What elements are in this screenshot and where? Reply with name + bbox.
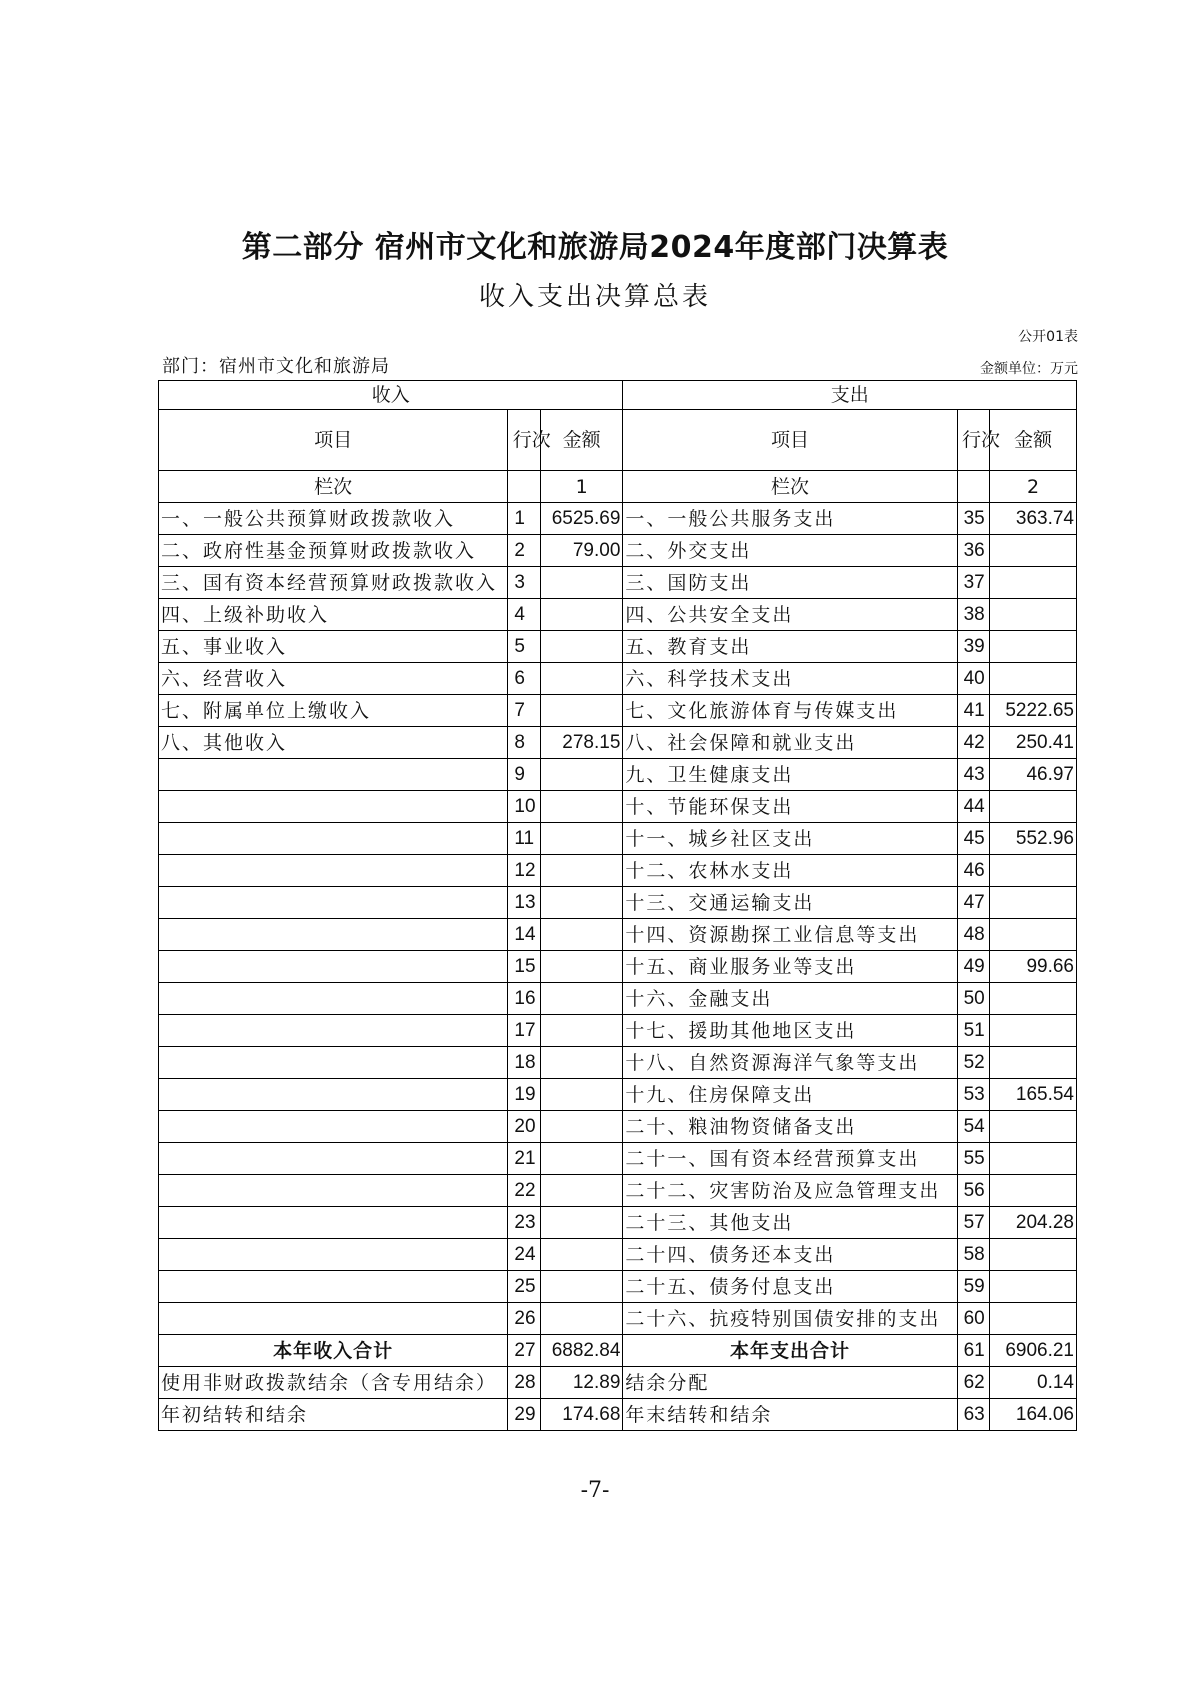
income-amount-cell	[540, 855, 622, 887]
table-row	[159, 951, 1077, 983]
income-item-cell: 七、附属单位上缴收入	[159, 695, 508, 727]
table-row	[159, 599, 1077, 631]
income-amount-cell	[540, 1143, 622, 1175]
expenditure-item-cell: 十一、城乡社区支出	[623, 823, 957, 855]
income-line-no-cell: 7	[508, 695, 541, 727]
expenditure-line-no-cell: 54	[957, 1111, 990, 1143]
expenditure-item-cell: 四、公共安全支出	[623, 599, 957, 631]
expenditure-line-no-cell: 37	[957, 567, 990, 599]
income-amount-cell	[540, 1111, 622, 1143]
income-amount-cell	[540, 1047, 622, 1079]
expenditure-line-no-cell: 45	[957, 823, 990, 855]
expenditure-line-no-cell: 43	[957, 759, 990, 791]
expenditure-item-header: 项目	[623, 410, 957, 471]
income-amount-cell: 6882.84	[540, 1335, 622, 1367]
expenditure-item-cell: 十九、住房保障支出	[623, 1079, 957, 1111]
income-amount-cell	[540, 887, 622, 919]
income-line-no-cell: 2	[508, 535, 541, 567]
table-row	[159, 983, 1077, 1015]
income-item-cell	[159, 1143, 508, 1175]
income-line-no-cell: 13	[508, 887, 541, 919]
page-number: -7-	[580, 1478, 610, 1503]
table-row	[159, 1367, 1077, 1399]
expenditure-amount-cell: 552.96	[990, 823, 1077, 855]
table-row	[159, 1079, 1077, 1111]
expenditure-amount-cell	[990, 567, 1077, 599]
table-row	[159, 1399, 1077, 1431]
expenditure-item-cell: 一、一般公共服务支出	[623, 503, 957, 535]
table-row	[159, 1303, 1077, 1335]
income-line-no-cell: 1	[508, 503, 541, 535]
expenditure-amount-cell	[990, 1143, 1077, 1175]
expenditure-amount-cell	[990, 599, 1077, 631]
table-row	[159, 695, 1077, 727]
total-row	[159, 1335, 1077, 1367]
table-subtitle: 收入支出决算总表	[478, 282, 711, 312]
table-row	[159, 503, 1077, 535]
page-title: 第二部分 宿州市文化和旅游局2024年度部门决算表	[241, 230, 949, 265]
income-item-cell: 六、经营收入	[159, 663, 508, 695]
expenditure-item-cell: 七、文化旅游体育与传媒支出	[623, 695, 957, 727]
income-line-no-cell: 3	[508, 567, 541, 599]
expenditure-line-no-cell: 41	[957, 695, 990, 727]
income-amount-header: 金额	[540, 410, 622, 471]
income-line-no-cell: 27	[508, 1335, 541, 1367]
income-line-no-cell: 9	[508, 759, 541, 791]
expenditure-line-no-cell: 51	[957, 1015, 990, 1047]
expenditure-item-cell: 五、教育支出	[623, 631, 957, 663]
expenditure-section-header: 支出	[623, 381, 1077, 410]
expenditure-item-cell: 十六、金融支出	[623, 983, 957, 1015]
expenditure-item-cell: 十七、援助其他地区支出	[623, 1015, 957, 1047]
expenditure-line-no-cell: 61	[957, 1335, 990, 1367]
income-item-cell	[159, 983, 508, 1015]
income-amount-cell	[540, 919, 622, 951]
expenditure-line-no-cell: 38	[957, 599, 990, 631]
expenditure-amount-cell: 250.41	[990, 727, 1077, 759]
table-row	[159, 887, 1077, 919]
income-amount-cell	[540, 1079, 622, 1111]
income-amount-cell	[540, 567, 622, 599]
income-amount-cell: 278.15	[540, 727, 622, 759]
income-column-order-label: 栏次	[159, 471, 508, 503]
expenditure-amount-cell	[990, 1239, 1077, 1271]
income-column-order-blank	[508, 471, 541, 503]
income-line-no-cell: 5	[508, 631, 541, 663]
income-line-no-header: 行次	[508, 410, 541, 471]
income-line-no-cell: 11	[508, 823, 541, 855]
income-item-cell: 八、其他收入	[159, 727, 508, 759]
expenditure-amount-cell: 204.28	[990, 1207, 1077, 1239]
expenditure-item-cell: 二十五、债务付息支出	[623, 1271, 957, 1303]
expenditure-line-no-cell: 46	[957, 855, 990, 887]
expenditure-line-no-cell: 55	[957, 1143, 990, 1175]
income-amount-cell	[540, 599, 622, 631]
income-amount-cell	[540, 951, 622, 983]
expenditure-amount-header: 金额	[990, 410, 1077, 471]
expenditure-line-no-cell: 50	[957, 983, 990, 1015]
expenditure-line-no-cell: 53	[957, 1079, 990, 1111]
expenditure-item-cell: 本年支出合计	[623, 1335, 957, 1367]
expenditure-item-cell: 二十四、债务还本支出	[623, 1239, 957, 1271]
expenditure-amount-cell	[990, 1303, 1077, 1335]
expenditure-item-cell: 十二、农林水支出	[623, 855, 957, 887]
expenditure-amount-cell	[990, 631, 1077, 663]
expenditure-line-no-cell: 63	[957, 1399, 990, 1431]
income-item-cell: 本年收入合计	[159, 1335, 508, 1367]
expenditure-amount-cell	[990, 919, 1077, 951]
expenditure-line-no-cell: 59	[957, 1271, 990, 1303]
income-line-no-cell: 25	[508, 1271, 541, 1303]
table-row	[159, 567, 1077, 599]
income-line-no-cell: 14	[508, 919, 541, 951]
column-order-row	[159, 471, 1077, 503]
expenditure-item-cell: 二、外交支出	[623, 535, 957, 567]
expenditure-item-cell: 结余分配	[623, 1367, 957, 1399]
expenditure-item-cell: 十四、资源勘探工业信息等支出	[623, 919, 957, 951]
income-line-no-cell: 12	[508, 855, 541, 887]
income-amount-cell	[540, 1271, 622, 1303]
table-row	[159, 919, 1077, 951]
expenditure-amount-cell	[990, 983, 1077, 1015]
table-row	[159, 535, 1077, 567]
income-line-no-cell: 10	[508, 791, 541, 823]
expenditure-line-no-cell: 47	[957, 887, 990, 919]
income-amount-cell	[540, 759, 622, 791]
income-amount-cell	[540, 663, 622, 695]
expenditure-line-no-cell: 36	[957, 535, 990, 567]
expenditure-line-no-cell: 56	[957, 1175, 990, 1207]
income-amount-cell	[540, 631, 622, 663]
income-line-no-cell: 24	[508, 1239, 541, 1271]
income-item-cell	[159, 791, 508, 823]
income-line-no-cell: 21	[508, 1143, 541, 1175]
income-amount-cell: 79.00	[540, 535, 622, 567]
expenditure-line-no-cell: 44	[957, 791, 990, 823]
expenditure-item-cell: 二十三、其他支出	[623, 1207, 957, 1239]
expenditure-line-no-cell: 58	[957, 1239, 990, 1271]
expenditure-column-order-label: 栏次	[623, 471, 957, 503]
income-amount-cell	[540, 983, 622, 1015]
expenditure-amount-cell	[990, 1175, 1077, 1207]
expenditure-item-cell: 年末结转和结余	[623, 1399, 957, 1431]
expenditure-item-cell: 十五、商业服务业等支出	[623, 951, 957, 983]
income-line-no-cell: 19	[508, 1079, 541, 1111]
income-line-no-cell: 18	[508, 1047, 541, 1079]
income-amount-cell: 174.68	[540, 1399, 622, 1431]
income-column-order-number: 1	[540, 471, 622, 503]
income-line-no-cell: 28	[508, 1367, 541, 1399]
expenditure-amount-cell: 46.97	[990, 759, 1077, 791]
expenditure-amount-cell	[990, 887, 1077, 919]
table-row	[159, 759, 1077, 791]
income-item-cell: 五、事业收入	[159, 631, 508, 663]
income-amount-cell	[540, 1239, 622, 1271]
table-row	[159, 791, 1077, 823]
income-amount-cell: 6525.69	[540, 503, 622, 535]
income-line-no-cell: 8	[508, 727, 541, 759]
expenditure-amount-cell: 165.54	[990, 1079, 1077, 1111]
expenditure-column-order-blank	[957, 471, 990, 503]
income-item-cell	[159, 1047, 508, 1079]
table-row	[159, 1143, 1077, 1175]
table-row	[159, 1207, 1077, 1239]
income-item-cell	[159, 855, 508, 887]
expenditure-line-no-cell: 57	[957, 1207, 990, 1239]
expenditure-line-no-cell: 48	[957, 919, 990, 951]
table-row	[159, 1239, 1077, 1271]
income-item-cell: 一、一般公共预算财政拨款收入	[159, 503, 508, 535]
expenditure-amount-cell	[990, 663, 1077, 695]
income-item-cell	[159, 1239, 508, 1271]
income-section-header: 收入	[159, 381, 623, 410]
expenditure-item-cell: 六、科学技术支出	[623, 663, 957, 695]
expenditure-item-cell: 十、节能环保支出	[623, 791, 957, 823]
table-row	[159, 631, 1077, 663]
income-expenditure-table	[158, 380, 1077, 1431]
income-line-no-cell: 23	[508, 1207, 541, 1239]
income-amount-cell	[540, 1303, 622, 1335]
expenditure-amount-cell	[990, 535, 1077, 567]
income-amount-cell	[540, 791, 622, 823]
income-item-cell	[159, 919, 508, 951]
income-item-cell	[159, 1015, 508, 1047]
income-amount-cell	[540, 823, 622, 855]
table-row	[159, 855, 1077, 887]
income-item-cell	[159, 1111, 508, 1143]
expenditure-amount-cell: 164.06	[990, 1399, 1077, 1431]
amount-unit-label: 金额单位：万元	[980, 361, 1078, 377]
expenditure-amount-cell: 99.66	[990, 951, 1077, 983]
income-line-no-cell: 16	[508, 983, 541, 1015]
column-header-row	[159, 410, 1077, 471]
income-item-cell: 三、国有资本经营预算财政拨款收入	[159, 567, 508, 599]
income-amount-cell: 12.89	[540, 1367, 622, 1399]
income-item-header: 项目	[159, 410, 508, 471]
form-code: 公开01表	[1018, 329, 1078, 345]
expenditure-line-no-cell: 52	[957, 1047, 990, 1079]
expenditure-amount-cell	[990, 855, 1077, 887]
income-amount-cell	[540, 1207, 622, 1239]
expenditure-item-cell: 二十六、抗疫特别国债安排的支出	[623, 1303, 957, 1335]
income-line-no-cell: 22	[508, 1175, 541, 1207]
department-label: 部门：宿州市文化和旅游局	[162, 356, 390, 377]
expenditure-line-no-header: 行次	[957, 410, 990, 471]
table-row	[159, 1271, 1077, 1303]
expenditure-item-cell: 八、社会保障和就业支出	[623, 727, 957, 759]
income-item-cell: 使用非财政拨款结余（含专用结余）	[159, 1367, 508, 1399]
expenditure-amount-cell	[990, 1015, 1077, 1047]
expenditure-item-cell: 十八、自然资源海洋气象等支出	[623, 1047, 957, 1079]
income-amount-cell	[540, 695, 622, 727]
table-row	[159, 1111, 1077, 1143]
income-item-cell	[159, 823, 508, 855]
expenditure-line-no-cell: 40	[957, 663, 990, 695]
expenditure-line-no-cell: 60	[957, 1303, 990, 1335]
expenditure-line-no-cell: 49	[957, 951, 990, 983]
income-item-cell	[159, 1079, 508, 1111]
income-line-no-cell: 20	[508, 1111, 541, 1143]
income-item-cell	[159, 1271, 508, 1303]
income-amount-cell	[540, 1175, 622, 1207]
expenditure-amount-cell	[990, 791, 1077, 823]
expenditure-amount-cell: 363.74	[990, 503, 1077, 535]
income-item-cell: 二、政府性基金预算财政拨款收入	[159, 535, 508, 567]
income-item-cell	[159, 1207, 508, 1239]
expenditure-amount-cell	[990, 1111, 1077, 1143]
expenditure-amount-cell: 0.14	[990, 1367, 1077, 1399]
expenditure-line-no-cell: 62	[957, 1367, 990, 1399]
expenditure-line-no-cell: 42	[957, 727, 990, 759]
income-item-cell	[159, 1175, 508, 1207]
income-item-cell	[159, 1303, 508, 1335]
expenditure-column-order-number: 2	[990, 471, 1077, 503]
expenditure-item-cell: 三、国防支出	[623, 567, 957, 599]
expenditure-amount-cell: 5222.65	[990, 695, 1077, 727]
table-row	[159, 1015, 1077, 1047]
income-line-no-cell: 17	[508, 1015, 541, 1047]
income-line-no-cell: 4	[508, 599, 541, 631]
expenditure-line-no-cell: 39	[957, 631, 990, 663]
income-item-cell	[159, 951, 508, 983]
expenditure-amount-cell	[990, 1047, 1077, 1079]
expenditure-item-cell: 十三、交通运输支出	[623, 887, 957, 919]
expenditure-item-cell: 二十、粮油物资储备支出	[623, 1111, 957, 1143]
expenditure-item-cell: 二十二、灾害防治及应急管理支出	[623, 1175, 957, 1207]
income-line-no-cell: 26	[508, 1303, 541, 1335]
income-item-cell: 年初结转和结余	[159, 1399, 508, 1431]
table-row	[159, 1047, 1077, 1079]
expenditure-item-cell: 九、卫生健康支出	[623, 759, 957, 791]
income-amount-cell	[540, 1015, 622, 1047]
table-row	[159, 663, 1077, 695]
income-line-no-cell: 6	[508, 663, 541, 695]
income-line-no-cell: 29	[508, 1399, 541, 1431]
income-item-cell	[159, 759, 508, 791]
income-item-cell	[159, 887, 508, 919]
income-line-no-cell: 15	[508, 951, 541, 983]
expenditure-amount-cell	[990, 1271, 1077, 1303]
table-row	[159, 823, 1077, 855]
expenditure-item-cell: 二十一、国有资本经营预算支出	[623, 1143, 957, 1175]
section-header-row	[159, 381, 1077, 410]
table-row	[159, 727, 1077, 759]
expenditure-line-no-cell: 35	[957, 503, 990, 535]
income-item-cell: 四、上级补助收入	[159, 599, 508, 631]
expenditure-amount-cell: 6906.21	[990, 1335, 1077, 1367]
table-row	[159, 1175, 1077, 1207]
